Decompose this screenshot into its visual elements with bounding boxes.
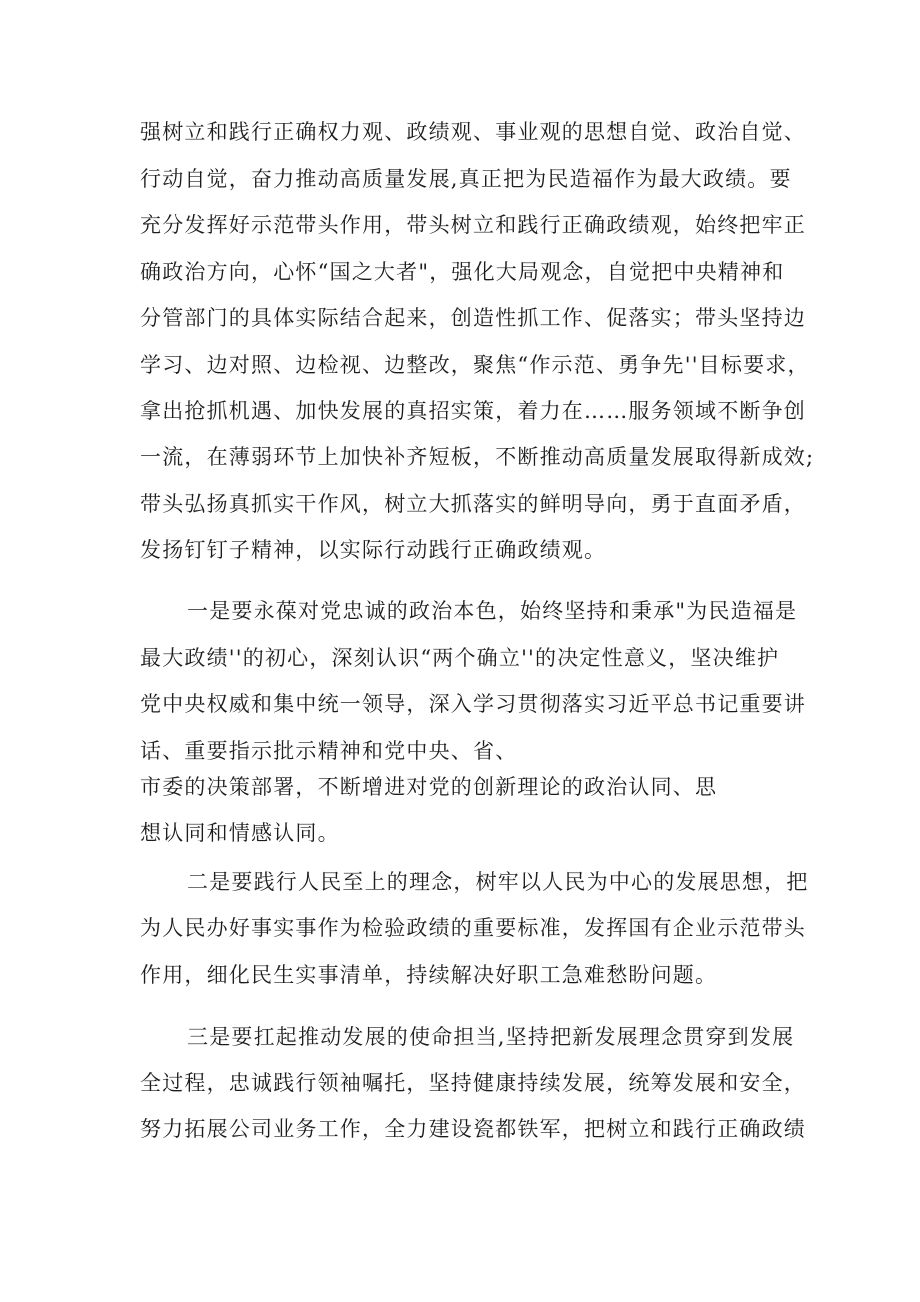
paragraph-line: 一流，在薄弱环节上加快补齐短板，不断推动高质量发展取得新成效; — [140, 445, 815, 469]
paragraph-line: 拿出抢抓机遇、加快发展的真招实策，着力在……服务领域不断争创 — [140, 399, 806, 423]
paragraph-line: 三是要扛起推动发展的使命担当,坚持把新发展理念贯穿到发展 — [187, 1025, 795, 1049]
paragraph-line: 带头弘扬真抓实干作风，树立大抓落实的鲜明导向，勇于直面矛盾， — [140, 492, 806, 516]
paragraph-line: 充分发挥好示范带头作用，带头树立和践行正确政绩观，始终把牢正 — [140, 213, 806, 237]
paragraph-line: 一是要永葆对党忠诚的政治本色，始终坚持和秉承"为民造福是 — [187, 599, 798, 623]
paragraph-line: 为人民办好事实事作为检验政绩的重要标准，发挥国有企业示范带头 — [140, 916, 806, 940]
paragraph-line: 分管部门的具体实际结合起来，创造性抓工作、促落实；带头坚持边 — [140, 306, 806, 330]
paragraph-line: 确政治方向，心怀“国之大者"，强化大局观念，自觉把中央精神和 — [140, 260, 785, 284]
paragraph-line: 努力拓展公司业务工作，全力建设瓷都铁军，把树立和践行正确政绩 — [140, 1117, 806, 1141]
paragraph-line: 作用，细化民生实事清单，持续解决好职工急难愁盼问题。 — [140, 963, 718, 987]
paragraph-line: 党中央权威和集中统一领导，深入学习贯彻落实习近平总书记重要讲 — [140, 692, 806, 716]
paragraph-line: 二是要践行人民至上的理念，树牢以人民为中心的发展思想，把 — [187, 870, 809, 894]
paragraph-line: 发扬钉钉子精神，以实际行动践行正确政绩观。 — [140, 538, 607, 562]
paragraph-line: 学习、边对照、边检视、边整改，聚焦“作示范、勇争先''目标要求， — [140, 353, 810, 377]
paragraph-line: 全过程，忠诚践行领袖嘱托，坚持健康持续发展，统筹发展和安全， — [140, 1071, 806, 1095]
paragraph-line: 市委的决策部署，不断增进对党的创新理论的政治认同、思 — [140, 775, 718, 799]
paragraph-line: 最大政绩''的初心，深刻认识“两个确立''的决定性意义，坚决维护 — [140, 646, 780, 670]
paragraph-line: 话、重要指示批示精神和党中央、省、 — [140, 739, 518, 763]
paragraph-line: 想认同和情感认同。 — [140, 821, 340, 845]
paragraph-line: 强树立和践行正确权力观、政绩观、事业观的思想自觉、政治自觉、 — [140, 120, 806, 144]
paragraph-line: 行动自觉，奋力推动高质量发展,真正把为民造福作为最大政绩。要 — [140, 167, 792, 191]
